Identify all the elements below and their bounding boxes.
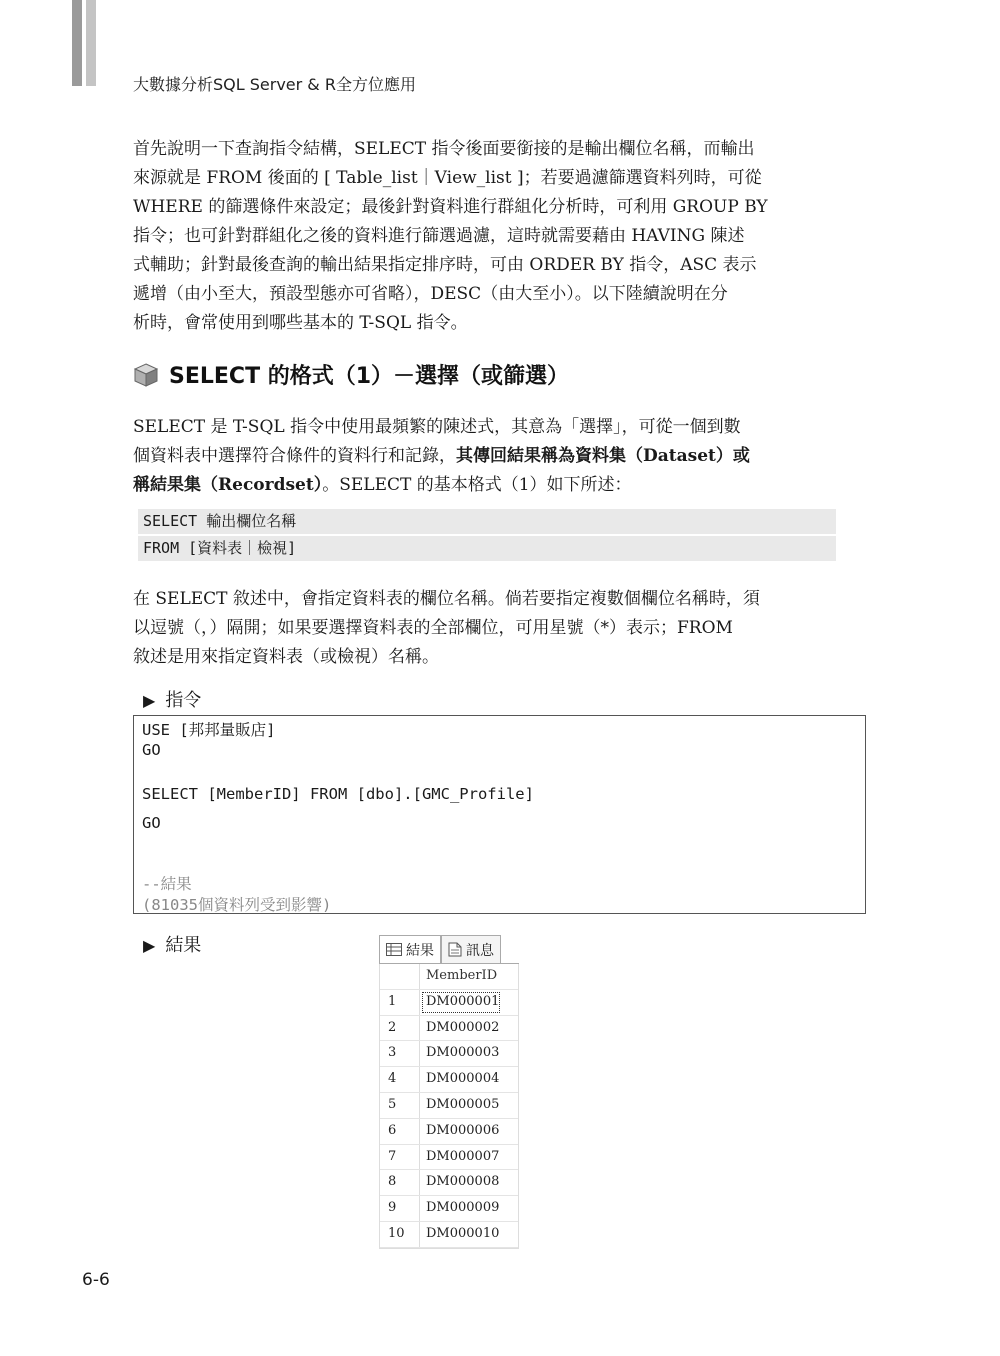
table-cell[interactable]: DM000009 bbox=[426, 1200, 500, 1216]
tab-results-label: 結果 bbox=[406, 942, 434, 959]
results-grid bbox=[379, 964, 519, 1249]
command-label-text: 指令 bbox=[165, 690, 202, 711]
text-bold: 稱結果集（Recordset） bbox=[133, 475, 323, 495]
row-number: 6 bbox=[380, 1119, 420, 1144]
table-row bbox=[380, 1016, 518, 1042]
text-line: 以逗號（，）隔開；如果要選擇資料表的全部欄位，可用星號（*）表示；FROM bbox=[133, 618, 733, 638]
table-row bbox=[380, 1041, 518, 1067]
section-heading bbox=[133, 359, 569, 390]
text-normal: 。SELECT 的基本格式（1）如下所述： bbox=[322, 475, 632, 495]
row-header-corner bbox=[380, 964, 420, 989]
text-line bbox=[133, 471, 857, 500]
text-line: 在 SELECT 敘述中，會指定資料表的欄位名稱。倘若要指定複數個欄位名稱時，須 bbox=[133, 589, 760, 609]
code-comment: --結果 bbox=[142, 875, 192, 893]
cube-icon bbox=[133, 362, 159, 388]
table-cell[interactable]: DM000006 bbox=[426, 1122, 500, 1138]
text-line: SELECT 是 T-SQL 指令中使用最頻繁的陳述式，其意為「選擇」，可從一個到數 bbox=[133, 417, 741, 437]
text-line: WHERE 的篩選條件來設定；最後針對資料進行群組化分析時，可利用 GROUP BY bbox=[133, 197, 768, 217]
table-row bbox=[380, 990, 518, 1016]
text-line: 來源就是 FROM 後面的 [ Table_list｜View_list ]；若要過濾篩選資料列時，可從 bbox=[133, 168, 762, 188]
table-row bbox=[380, 1145, 518, 1171]
code-line: SELECT [MemberID] FROM [dbo].[GMC_Profile] bbox=[142, 785, 534, 803]
grid-header bbox=[380, 964, 518, 990]
row-number: 2 bbox=[380, 1016, 420, 1041]
intro-paragraph bbox=[133, 135, 857, 338]
text-line: 析時，會常使用到哪些基本的 T-SQL 指令。 bbox=[133, 313, 468, 333]
text-bold: 其傳回結果稱為資料集（Dataset）或 bbox=[456, 446, 750, 466]
table-row bbox=[380, 1196, 518, 1222]
table-cell[interactable]: DM000003 bbox=[426, 1045, 500, 1061]
row-number: 4 bbox=[380, 1067, 420, 1092]
table-cell[interactable]: DM000007 bbox=[426, 1148, 500, 1164]
code-comment: (81035個資料列受到影響) bbox=[142, 896, 332, 914]
command-label bbox=[143, 686, 201, 712]
margin-bar-light bbox=[86, 0, 96, 86]
syntax-block bbox=[138, 509, 836, 563]
triangle-icon: ▶ bbox=[143, 691, 156, 710]
code-line: GO bbox=[142, 814, 161, 832]
table-cell[interactable]: DM000001 bbox=[420, 990, 502, 1015]
result-label-text: 結果 bbox=[165, 935, 202, 956]
table-row bbox=[380, 1222, 518, 1248]
select-paragraph bbox=[133, 413, 857, 500]
message-icon bbox=[448, 942, 462, 957]
text-line: 遞增（由小至大，預設型態亦可省略），DESC（由大至小）。以下陸續說明在分 bbox=[133, 284, 728, 304]
tab-messages[interactable] bbox=[441, 935, 501, 963]
explanation-paragraph bbox=[133, 585, 857, 672]
table-cell[interactable]: DM000004 bbox=[426, 1071, 500, 1087]
results-pane bbox=[379, 935, 519, 1241]
row-number: 5 bbox=[380, 1093, 420, 1118]
code-line: GO bbox=[142, 741, 161, 759]
table-cell[interactable]: DM000002 bbox=[426, 1019, 500, 1035]
running-head: 大數據分析SQL Server & R全方位應用 bbox=[133, 75, 416, 94]
row-number: 8 bbox=[380, 1170, 420, 1195]
row-number: 9 bbox=[380, 1196, 420, 1221]
triangle-icon: ▶ bbox=[143, 936, 156, 955]
text-normal: 個資料表中選擇符合條件的資料行和記錄， bbox=[133, 446, 456, 466]
syntax-line: FROM [資料表｜檢視] bbox=[138, 536, 836, 561]
syntax-line: SELECT 輸出欄位名稱 bbox=[138, 509, 836, 534]
table-row bbox=[380, 1093, 518, 1119]
text-line: 敘述是用來指定資料表（或檢視）名稱。 bbox=[133, 647, 439, 667]
code-line: USE [邦邦量販店] bbox=[142, 721, 276, 739]
grid-icon bbox=[386, 943, 402, 956]
result-label bbox=[143, 931, 201, 957]
text-line bbox=[133, 442, 857, 471]
row-number: 7 bbox=[380, 1145, 420, 1170]
section-title: SELECT 的格式（1）－選擇（或篩選） bbox=[169, 364, 570, 389]
code-box bbox=[133, 715, 866, 914]
table-row bbox=[380, 1067, 518, 1093]
table-row bbox=[380, 1119, 518, 1145]
tab-messages-label: 訊息 bbox=[466, 942, 494, 959]
row-number: 1 bbox=[380, 990, 420, 1015]
margin-bar bbox=[72, 0, 82, 86]
column-header[interactable]: MemberID bbox=[426, 968, 498, 983]
table-cell[interactable]: DM000010 bbox=[426, 1225, 500, 1241]
text-line: 首先說明一下查詢指令結構，SELECT 指令後面要銜接的是輸出欄位名稱，而輸出 bbox=[133, 139, 755, 159]
row-number: 10 bbox=[380, 1222, 420, 1247]
table-row bbox=[380, 1170, 518, 1196]
results-tabs bbox=[379, 935, 519, 964]
text-line: 指令；也可針對群組化之後的資料進行篩選過濾，這時就需要藉由 HAVING 陳述 bbox=[133, 226, 745, 246]
table-cell[interactable]: DM000005 bbox=[426, 1096, 500, 1112]
row-number: 3 bbox=[380, 1041, 420, 1066]
tab-results[interactable] bbox=[379, 935, 441, 963]
page-number: 6-6 bbox=[82, 1270, 110, 1290]
table-cell[interactable]: DM000008 bbox=[426, 1174, 500, 1190]
text-line: 式輔助；針對最後查詢的輸出結果指定排序時，可由 ORDER BY 指令，ASC 表示 bbox=[133, 255, 757, 275]
